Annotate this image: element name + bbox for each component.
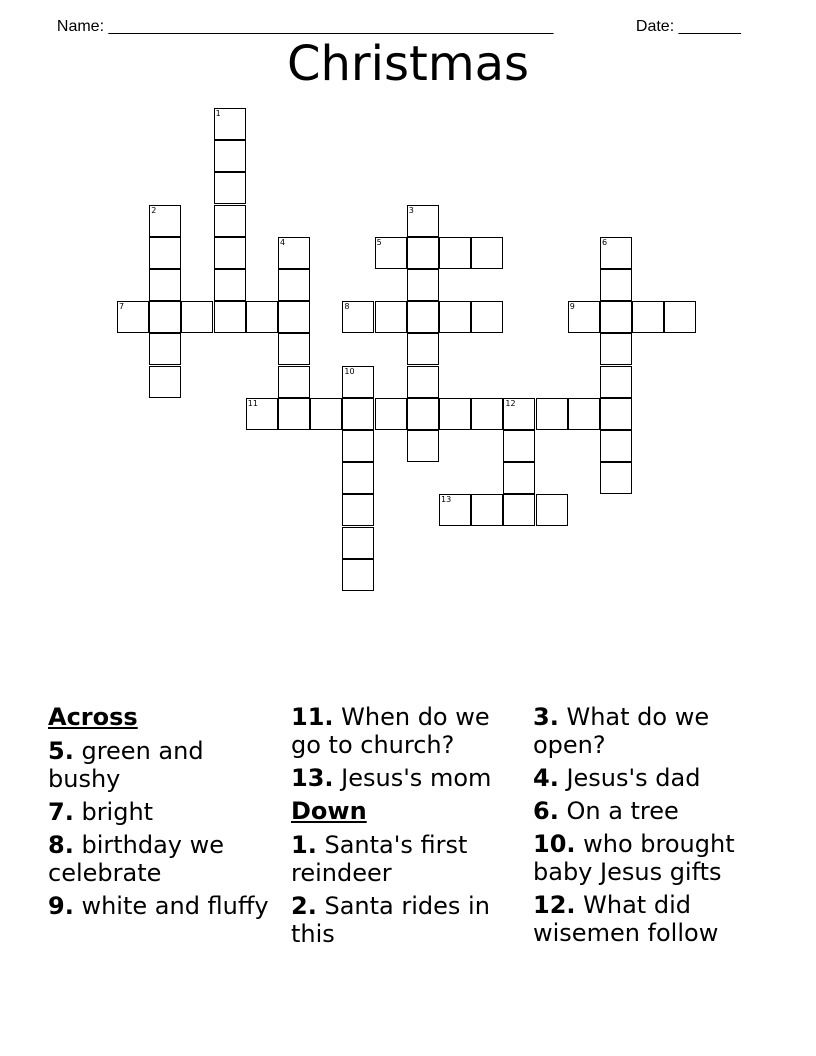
grid-cell[interactable] [632,301,664,333]
grid-cell[interactable] [439,237,471,269]
grid-cell[interactable] [600,398,632,430]
grid-cell[interactable] [503,462,535,494]
clue-num: 7. [48,798,74,826]
name-label: Name: [56,18,109,35]
grid-cell[interactable] [503,398,535,430]
clue-number: 11 [247,398,258,408]
clue-text: On a tree [558,797,679,825]
clue-number: 12 [505,398,516,408]
grid-cell[interactable] [214,172,246,204]
grid-cell[interactable] [471,237,503,269]
grid-cell[interactable] [600,430,632,462]
clue [291,831,521,887]
grid-cell[interactable] [342,527,374,559]
clue-num: 13. [291,764,334,792]
clue-number: 2 [151,205,157,215]
grid-cell[interactable] [246,398,278,430]
grid-cell[interactable] [600,366,632,398]
clue-number: 9 [569,302,575,312]
grid-cell[interactable] [407,237,439,269]
clue-text: birthday we celebrate [48,831,225,887]
clue [533,703,773,759]
grid-cell[interactable] [375,398,407,430]
clue-num: 12. [533,891,576,919]
page-title: Christmas [286,36,529,92]
grid-cell[interactable] [407,398,439,430]
clue-num: 9. [48,892,74,920]
clue-text: white and fluffy [73,892,269,920]
clue-column-3 [533,703,773,952]
grid-cell[interactable] [278,398,310,430]
date-label: Date: [635,18,679,35]
clue-heading: Across [48,703,138,731]
grid-cell[interactable] [246,301,278,333]
grid-cell[interactable] [214,140,246,172]
grid-cell[interactable] [181,301,213,333]
clue-text: Santa's first reindeer [291,831,468,887]
grid-cell[interactable] [149,269,181,301]
grid-cell[interactable] [214,269,246,301]
grid-cell[interactable] [568,398,600,430]
clue-text: When do we go to church? [291,703,490,759]
clue-number: 13 [441,495,452,505]
grid-cell[interactable] [503,430,535,462]
clue-num: 1. [291,831,317,859]
clue-number: 10 [344,366,355,376]
grid-cell[interactable] [664,301,696,333]
grid-cell[interactable] [600,237,632,269]
grid-cell[interactable] [278,301,310,333]
grid-cell[interactable] [407,366,439,398]
clue-text: bright [73,798,154,826]
clue-num: 8. [48,831,74,859]
grid-cell[interactable] [310,398,342,430]
grid-cell[interactable] [407,301,439,333]
grid-cell[interactable] [471,398,503,430]
grid-cell[interactable] [342,398,374,430]
clue [533,797,773,825]
name-blank: __________________________________________________ [108,18,554,35]
grid-cell[interactable] [600,301,632,333]
clue [533,830,773,886]
grid-cell[interactable] [439,301,471,333]
grid-cell[interactable] [342,559,374,591]
clue [291,892,521,948]
grid-cell[interactable] [214,108,246,140]
grid-cell[interactable] [342,301,374,333]
grid-cell[interactable] [471,494,503,526]
clue [533,891,773,947]
clue-heading: Down [291,797,367,825]
clue-column-2 [291,703,521,953]
grid-cell[interactable] [278,269,310,301]
clue-text: who brought baby Jesus gifts [533,830,735,886]
clue-num: 2. [291,892,317,920]
clue [291,764,521,792]
clue-number: 8 [344,302,350,312]
grid-cell[interactable] [342,430,374,462]
grid-cell[interactable] [407,205,439,237]
clue-num: 4. [533,764,559,792]
clue-number: 1 [215,109,221,118]
grid-cell[interactable] [278,366,310,398]
grid-cell[interactable] [149,366,181,398]
grid-cell[interactable] [407,430,439,462]
grid-cell[interactable] [278,237,310,269]
clue-number: 3 [408,205,414,215]
grid-cell[interactable] [536,398,568,430]
clue-text: What did wisemen follow [533,891,719,947]
grid-cell[interactable] [600,333,632,365]
grid-cell[interactable] [439,398,471,430]
clue-number: 6 [602,237,608,247]
clue [48,892,278,920]
grid-cell[interactable] [149,333,181,365]
grid-cell[interactable] [117,301,149,333]
clue-number: 4 [280,237,286,247]
grid-cell[interactable] [149,301,181,333]
grid-cell[interactable] [471,301,503,333]
clue-text: green and bushy [48,737,204,793]
grid-cell[interactable] [214,237,246,269]
grid-cell[interactable] [278,333,310,365]
grid-cell[interactable] [342,462,374,494]
grid-cell[interactable] [407,269,439,301]
clue-number: 5 [376,237,382,247]
clue [291,703,521,759]
clue-text: Jesus's dad [558,764,701,792]
grid-cell[interactable] [214,301,246,333]
clue [48,798,278,826]
grid-cell[interactable] [342,366,374,398]
grid-cell[interactable] [568,301,600,333]
clue-number: 7 [119,302,125,312]
clue [533,764,773,792]
grid-cell[interactable] [407,333,439,365]
clue-num: 5. [48,737,74,765]
clue-text: Jesus's mom [333,764,492,792]
grid-cell[interactable] [439,494,471,526]
clue-text: Santa rides in this [291,892,490,948]
clue-text: What do we open? [533,703,710,759]
grid-cell[interactable] [149,205,181,237]
clue [48,737,278,793]
clue [48,831,278,887]
clue-column-1 [48,703,278,925]
clue-num: 3. [533,703,559,731]
grid-cell[interactable] [214,205,246,237]
grid-cell[interactable] [342,494,374,526]
grid-cell[interactable] [536,494,568,526]
clue-num: 10. [533,830,576,858]
grid-cell[interactable] [503,494,535,526]
date-blank: _______ [678,18,741,35]
grid-cell[interactable] [600,269,632,301]
grid-cell[interactable] [600,462,632,494]
grid-cell[interactable] [375,237,407,269]
clue-num: 11. [291,703,334,731]
clue-num: 6. [533,797,559,825]
grid-cell[interactable] [149,237,181,269]
grid-cell[interactable] [375,301,407,333]
